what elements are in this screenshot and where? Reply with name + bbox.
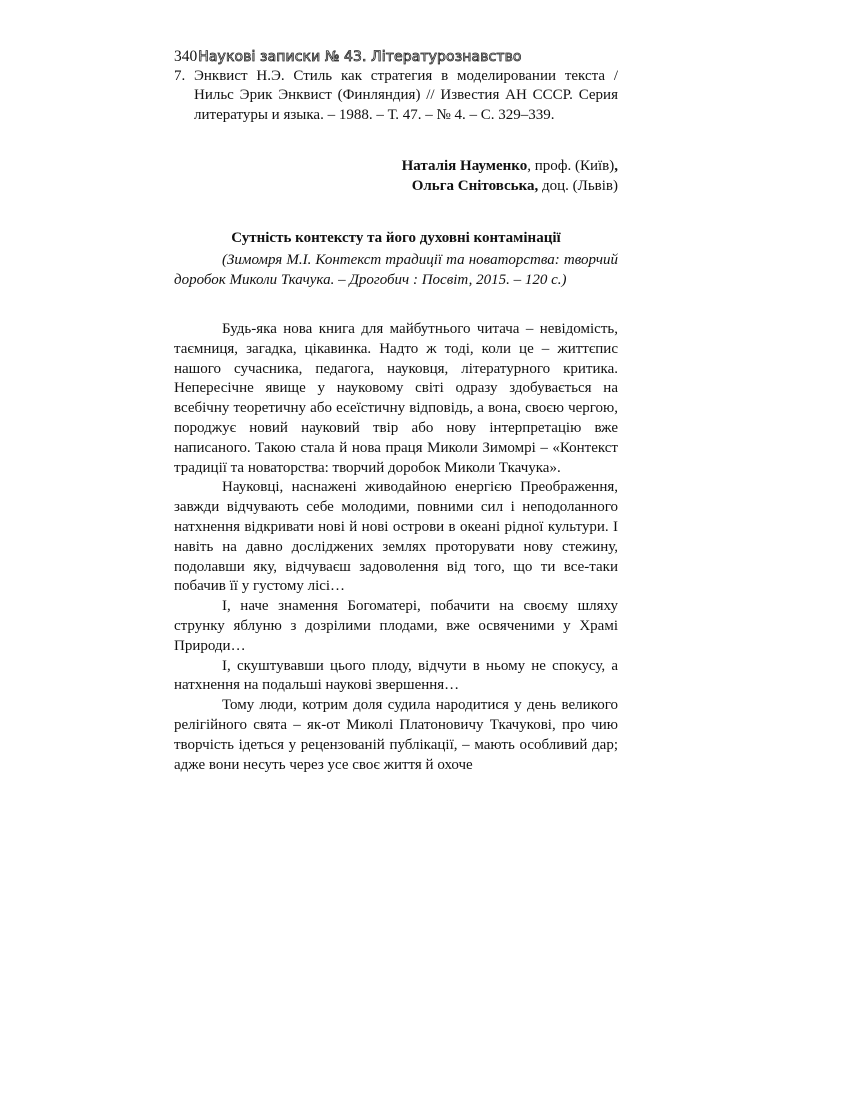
author-name: Наталія Науменко <box>401 158 528 174</box>
author-line <box>402 156 618 176</box>
body-paragraph: Тому люди, котрим доля судила народитися у день великого релігійного свята – як-от Миколі Платоновичу Ткачукові, про чию творчість ідеться у рецензованій публікації, – мають особливий дар; адже вони несуть через усе своє життя й охоче <box>174 697 618 773</box>
body-paragraph: Науковці, наснажені живодайною енергією Преображення, завжди відчувають себе молодими, повними сил і неподоланного натхнення відкривати нові й нові острови в океані рідної культури. І навіть на давно досліджених землях проторувати нову стежину, подолавши яку, відчуваєш задоволення від того, що ти все-таки побачив її у густому лісі… <box>174 479 618 595</box>
author-affiliation: , проф. (Київ) <box>527 158 615 174</box>
authors-block <box>402 156 618 196</box>
reference-number: 7. <box>174 68 186 84</box>
journal-title: Наукові записки № 43. Літературознавство <box>198 49 522 65</box>
body-paragraph: Будь-яка нова книга для майбутнього читача – невідомість, таємниця, загадка, цікавинка. Надто ж тоді, коли це – життєпис нашого сучасника, педагога, науковця, літературного критика. Непересічне явище у науковому світі одразу здобувається на всебічну теоретичну або есеїстичну відповідь, а вона, своєю чергою, породжує новий науковий твір або нову інтерпретацію вже написаного. Такою стала й нова праця Миколи Зимомрі – «Контекст традиції та новаторства: творчий доробок Миколи Ткачука». <box>174 321 618 476</box>
review-title: Сутність контексту та його духовні контамінації <box>231 230 561 246</box>
author-affiliation: доц. (Львів) <box>538 178 618 194</box>
running-head <box>174 47 522 67</box>
reference-item <box>174 67 618 125</box>
reference-text: Энквист Н.Э. Стиль как стратегия в моделировании текста / Нильс Эрик Энквист (Финляндия) // Известия АН СССР. Серия литературы и языка. – 1988. – Т. 47. – № 4. – С. 329–339. <box>194 68 618 123</box>
body-paragraph: І, наче знамення Богоматері, побачити на своєму шляху струнку яблуню з дозрілими плодами, вже освяченими у Храмі Природи… <box>174 598 618 654</box>
review-source: (Зимомря М.І. Контекст традиції та новаторства: творчий доробок Миколи Ткачука. – Дрогобич : Посвіт, 2015. – 120 с.) <box>174 252 618 288</box>
page-number: 340 <box>174 48 198 65</box>
body-paragraph: І, скуштувавши цього плоду, відчути в ньому не спокусу, а натхнення на подальші наукові звершення… <box>174 657 618 694</box>
article-body <box>174 320 618 775</box>
author-name: Ольга Снітовська, <box>411 178 539 194</box>
author-separator: , <box>614 158 618 174</box>
author-line <box>402 176 618 196</box>
